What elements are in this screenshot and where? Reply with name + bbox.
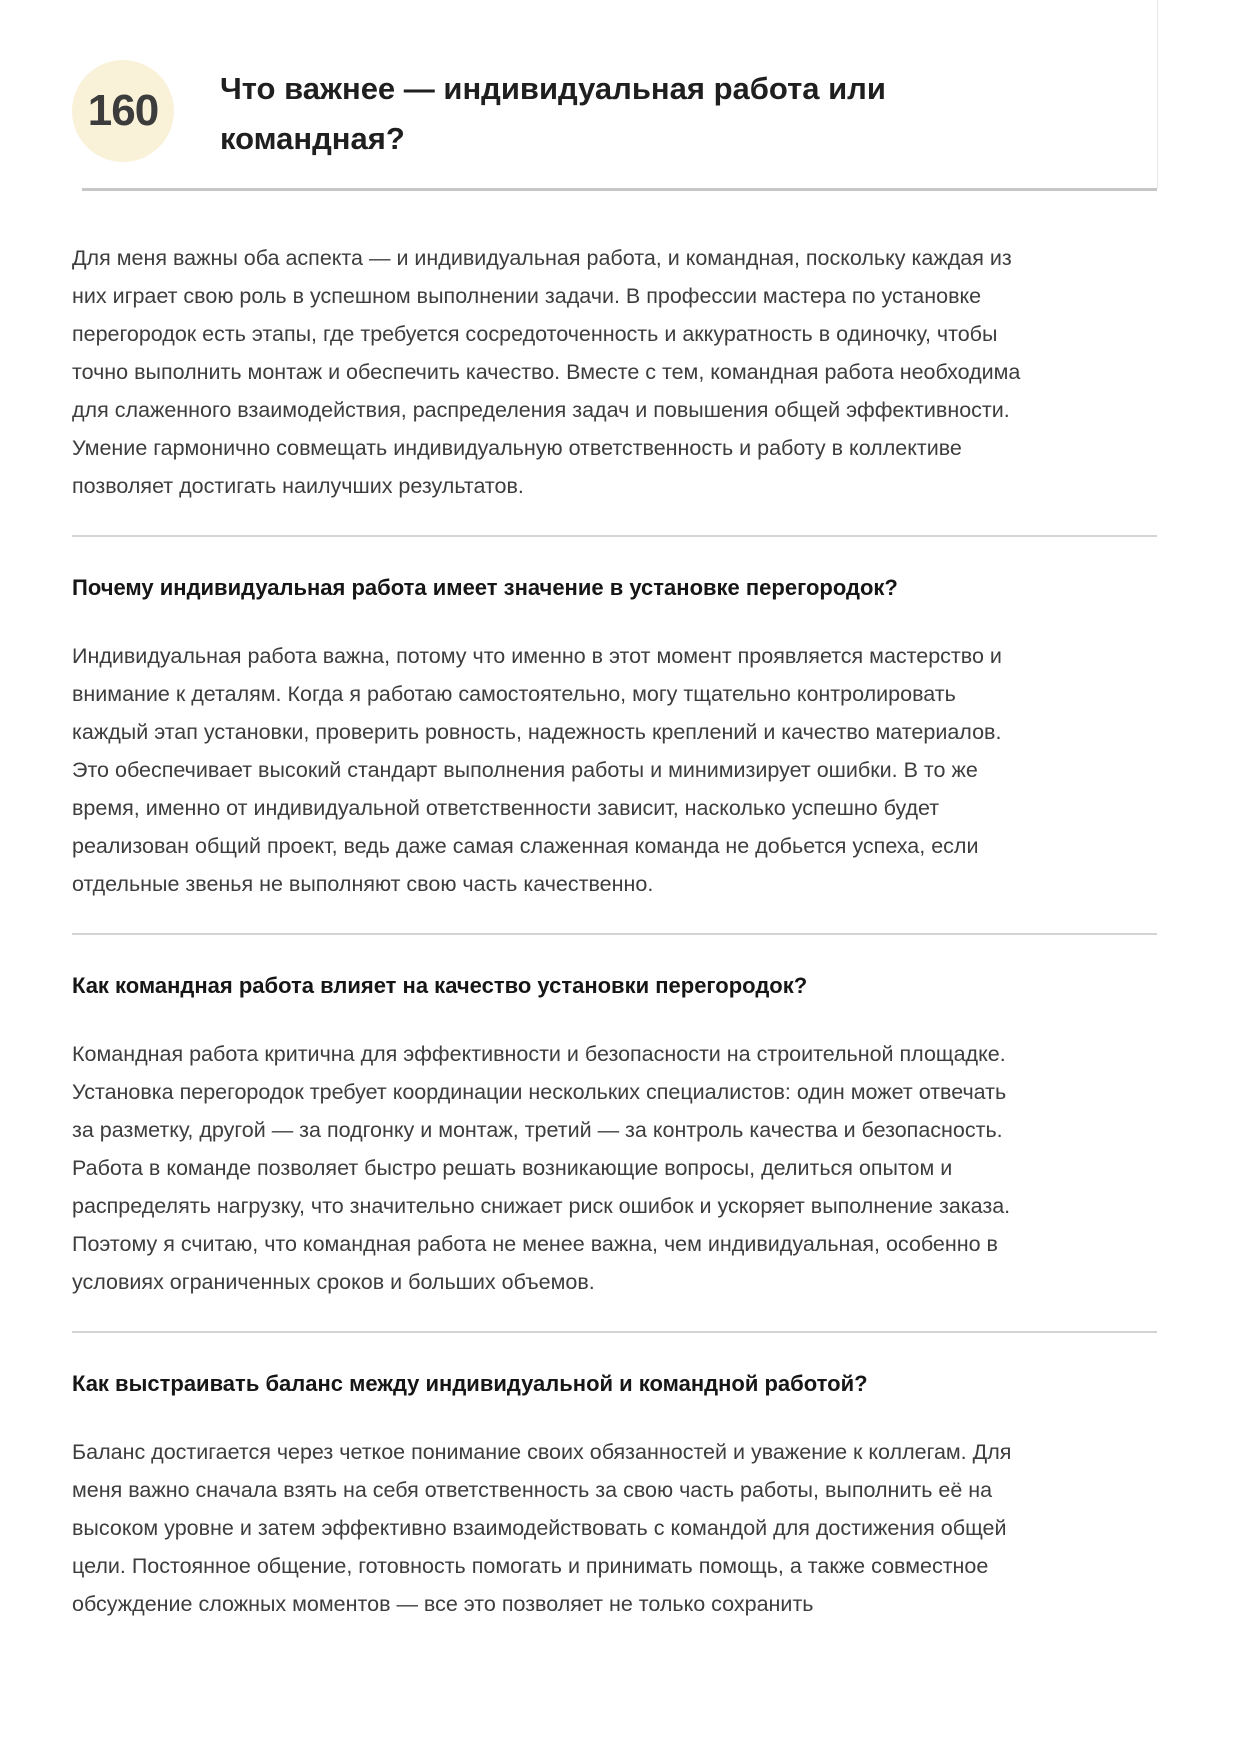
sub-question-heading: Почему индивидуальная работа имеет значение в установке перегородок?: [72, 575, 898, 600]
answer-paragraph: Командная работа критична для эффективности и безопасности на строительной площадке. Установка перегородок требует координации нескольких специалистов: один может отвечать за разметку, другой — за подгонку и монтаж, третий — за контроль качества и безопасность. Работа в команде позволяет быстро решать возникающие вопросы, делиться опытом и распределять нагрузку, что значительно снижает риск ошибок и ускоряет выполнение заказа. Поэтому я считаю, что командная работа не менее важна, чем индивидуальная, особенно в условиях ограниченных сроков и больших объемов.: [72, 1042, 1011, 1294]
header-divider: [82, 188, 1157, 191]
section-divider: [72, 933, 1157, 935]
question-title: Что важнее — индивидуальная работа или командная?: [220, 71, 886, 156]
question-number: 160: [87, 86, 159, 135]
answer-content: [72, 239, 1157, 1623]
answer-paragraph: Индивидуальная работа важна, потому что именно в этот момент проявляется мастерство и внимание к деталям. Когда я работаю самостоятельно, могу тщательно контролировать каждый этап установки, проверить ровность, надежность креплений и качество материалов. Это обеспечивает высокий стандарт выполнения работы и минимизирует ошибки. В то же время, именно от индивидуальной ответственности зависит, насколько успешно будет реализован общий проект, ведь даже самая слаженная команда не добьется успеха, если отдельные звенья не выполняют свою часть качественно.: [72, 644, 1002, 896]
question-header: [72, 0, 1157, 164]
answer-paragraph: Для меня важны оба аспекта — и индивидуальная работа, и командная, поскольку каждая из них играет свою роль в успешном выполнении задачи. В профессии мастера по установке перегородок есть этапы, где требуется сосредоточенность и аккуратность в одиночку, чтобы точно выполнить монтаж и обеспечить качество. Вместе с тем, командная работа необходима для слаженного взаимодействия, распределения задач и повышения общей эффективности. Умение гармонично совмещать индивидуальную ответственность и работу в коллективе позволяет достигать наилучших результатов.: [72, 246, 1021, 498]
question-number-badge: [72, 60, 174, 162]
sub-question-heading: Как выстраивать баланс между индивидуальной и командной работой?: [72, 1371, 868, 1396]
card-right-edge-line: [1157, 0, 1158, 189]
sub-question-heading: Как командная работа влияет на качество установки перегородок?: [72, 973, 808, 998]
section-divider: [72, 535, 1157, 537]
section-divider: [72, 1331, 1157, 1333]
answer-paragraph: Баланс достигается через четкое понимание своих обязанностей и уважение к коллегам. Для меня важно сначала взять на себя ответственность за свою часть работы, выполнить её на высоком уровне и затем эффективно взаимодействовать с командой для достижения общей цели. Постоянное общение, готовность помогать и принимать помощь, а также совместное обсуждение сложных моментов — все это позволяет не только сохранить: [72, 1440, 1012, 1616]
